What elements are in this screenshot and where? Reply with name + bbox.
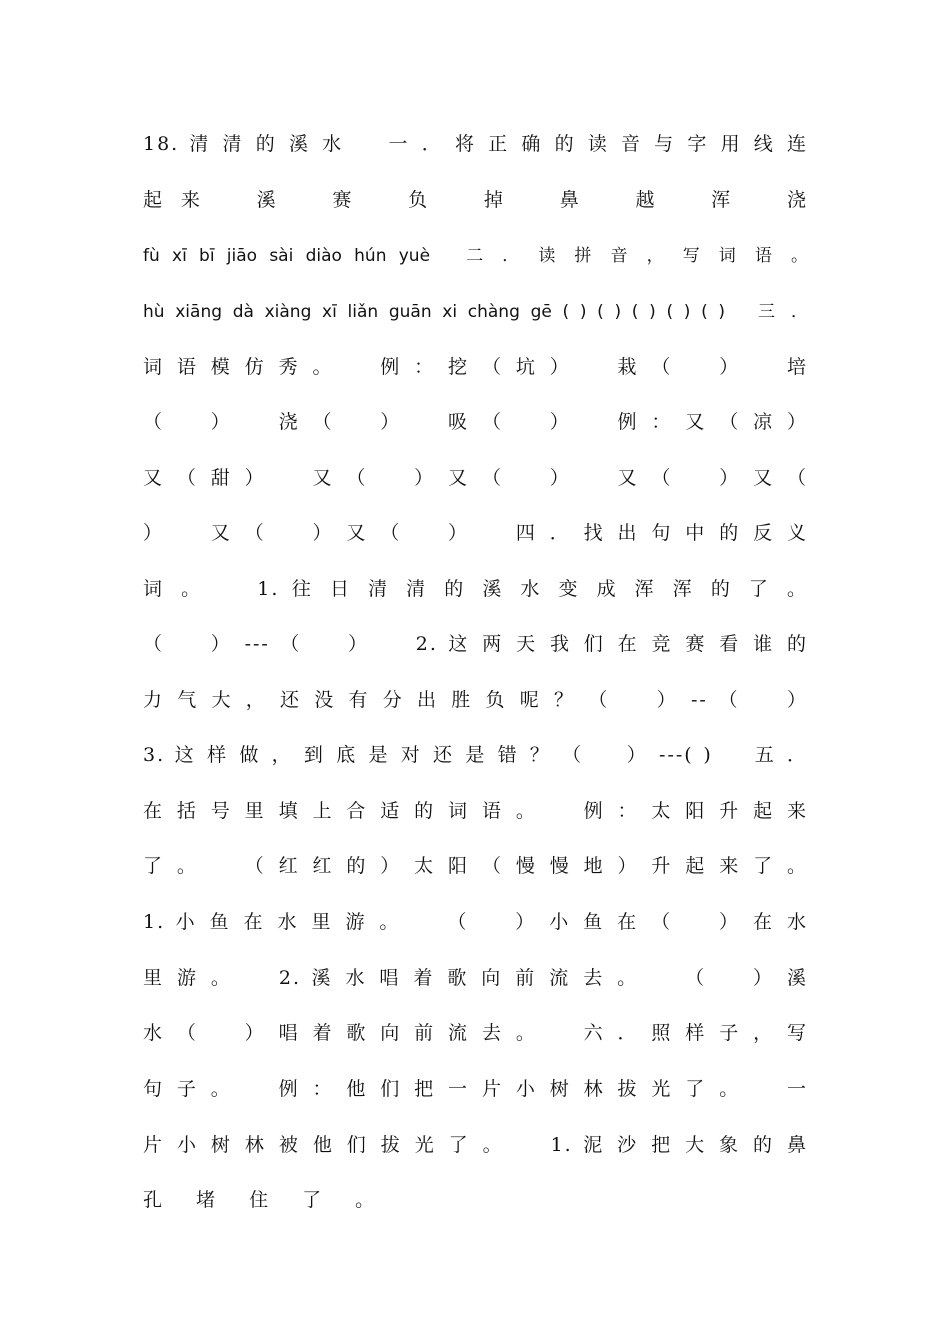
text-line-12: 3. 这 样 做 ， 到 底 是 对 还 是 错 ？ （ ） ---( ) 五 ． (143, 744, 808, 766)
text-line-6: （ ） 浇 （ ） 吸 （ ） 例 ： 又 （ 凉 ） (143, 411, 808, 433)
text-line-7: 又 （ 甜 ） 又 （ ） 又 （ ） 又 （ ） 又 （ (143, 467, 808, 489)
text-line-20: 孔 堵 住 了 。 (143, 1189, 389, 1211)
text-line-11: 力 气 大 ， 还 没 有 分 出 胜 负 呢 ？ （ ） -- （ ） (143, 689, 808, 711)
text-line-17: 水 （ ） 唱 着 歌 向 前 流 去 。 六 ． 照 样 子 ， 写 (143, 1022, 808, 1044)
text-line-9: 词 。 1. 往 日 清 清 的 溪 水 变 成 浑 浑 的 了 。 (143, 578, 808, 600)
text-line-1: 18. 清 清 的 溪 水 一 ． 将 正 确 的 读 音 与 字 用 线 连 (143, 133, 808, 155)
text-line-14: 了 。 （ 红 红 的 ） 太 阳 （ 慢 慢 地 ） 升 起 来 了 。 (143, 855, 808, 877)
text-line-15: 1. 小 鱼 在 水 里 游 。 （ ） 小 鱼 在 （ ） 在 水 (143, 911, 808, 933)
text-line-10: （ ） --- （ ） 2. 这 两 天 我 们 在 竞 赛 看 谁 的 (143, 633, 808, 655)
text-line-19: 片 小 树 林 被 他 们 拔 光 了 。 1. 泥 沙 把 大 象 的 鼻 (143, 1134, 808, 1156)
text-line-2: 起 来 溪 赛 负 掉 鼻 越 浑 浇 (143, 189, 808, 211)
text-line-16: 里 游 。 2. 溪 水 唱 着 歌 向 前 流 去 。 （ ） 溪 (143, 967, 808, 989)
text-line-13: 在 括 号 里 填 上 合 适 的 词 语 。 例 ： 太 阳 升 起 来 (143, 800, 808, 822)
text-line-5: 词 语 模 仿 秀 。 例 ： 挖 （ 坑 ） 栽 （ ） 培 (143, 356, 808, 378)
text-line-8: ） 又 （ ） 又 （ ） 四 ． 找 出 句 中 的 反 义 (143, 522, 808, 544)
text-line-3: fù xī bī jiāo sài diào hún yuè 二 ． 读 拼 音 ， 写 词 语 。 (143, 246, 808, 266)
text-line-18: 句 子 。 例 ： 他 们 把 一 片 小 树 林 拔 光 了 。 一 (143, 1078, 808, 1100)
text-line-4: hù xiāng dà xiàng xī liǎn guān xi chàng gē ( ) ( ) ( ) ( ) ( ) 三 ． (143, 302, 808, 322)
